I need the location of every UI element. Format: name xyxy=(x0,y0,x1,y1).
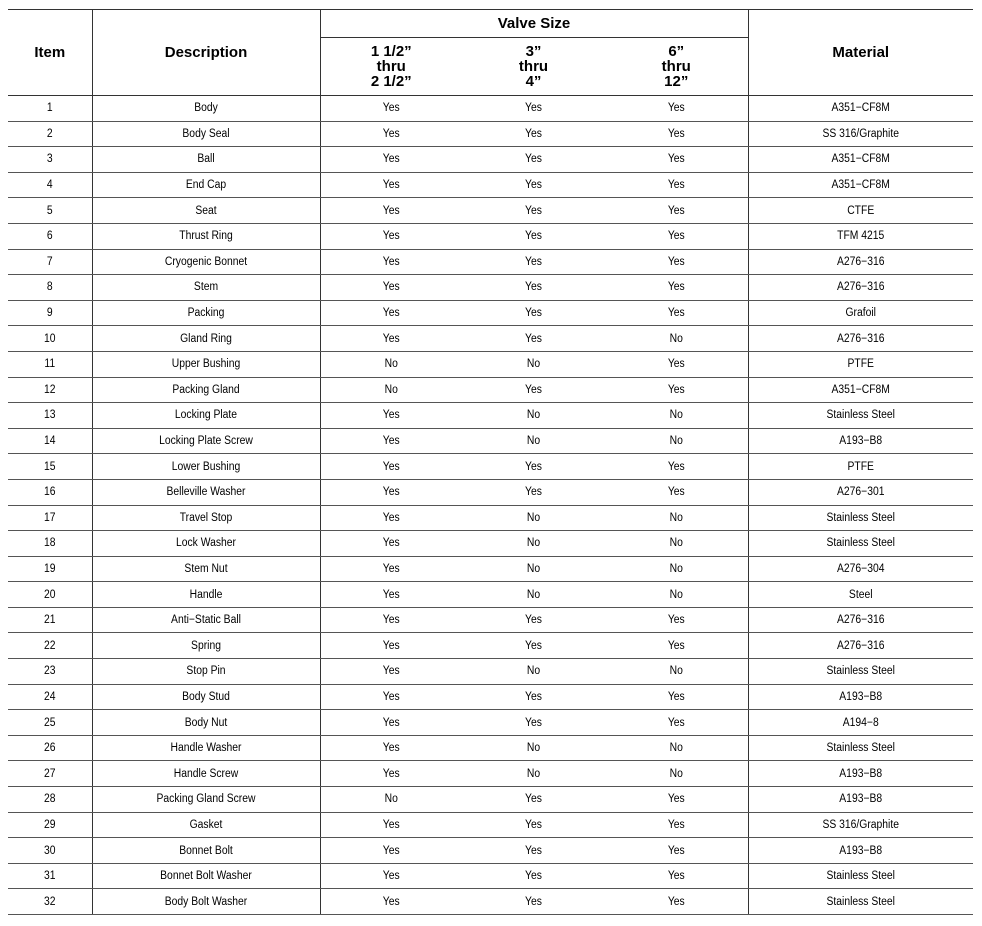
material-cell: Steel xyxy=(759,582,962,608)
size-2-cell: No xyxy=(469,735,598,761)
description-cell: Locking Plate xyxy=(103,403,308,429)
table-row xyxy=(8,735,973,761)
size-1-cell: Yes xyxy=(327,735,455,761)
size-1-cell: Yes xyxy=(327,96,455,122)
material-cell: Stainless Steel xyxy=(759,505,962,531)
material-cell: A276−304 xyxy=(759,556,962,582)
size-3-cell: Yes xyxy=(612,121,741,147)
item-cell: 1 xyxy=(12,96,88,122)
size-2-cell: Yes xyxy=(469,172,598,198)
description-cell: Gasket xyxy=(103,812,308,838)
table-row xyxy=(8,223,973,249)
material-cell: A193−B8 xyxy=(759,761,962,787)
table-row xyxy=(8,787,973,813)
description-cell: Stop Pin xyxy=(103,659,308,685)
size-3-cell: Yes xyxy=(612,454,741,480)
item-cell: 10 xyxy=(12,326,88,352)
material-cell: PTFE xyxy=(759,454,962,480)
size-3-cell: No xyxy=(612,428,741,454)
item-cell: 13 xyxy=(12,403,88,429)
table-row xyxy=(8,249,973,275)
size-1-cell: Yes xyxy=(327,428,455,454)
size-2-cell: Yes xyxy=(469,275,598,301)
size-3-cell: Yes xyxy=(612,787,741,813)
size-2-line-2: thru xyxy=(518,58,549,75)
size-3-cell: Yes xyxy=(612,223,741,249)
size-3-cell: No xyxy=(612,531,741,557)
description-cell: Upper Bushing xyxy=(103,351,308,377)
table-row xyxy=(8,121,973,147)
description-header: Description xyxy=(92,10,320,96)
material-cell: Stainless Steel xyxy=(759,863,962,889)
item-cell: 20 xyxy=(12,582,88,608)
table-row xyxy=(8,96,973,122)
material-cell: A276−316 xyxy=(759,607,962,633)
size-1-cell: Yes xyxy=(327,582,455,608)
material-cell: A351−CF8M xyxy=(759,96,962,122)
size-3-cell: Yes xyxy=(612,172,741,198)
size-1-line-1: 1 1/2” xyxy=(370,43,412,60)
size-2-cell: Yes xyxy=(469,812,598,838)
table-row xyxy=(8,172,973,198)
size-2-cell: No xyxy=(469,556,598,582)
size-1-cell: No xyxy=(327,351,455,377)
size-1-cell: Yes xyxy=(327,147,455,173)
item-cell: 9 xyxy=(12,300,88,326)
material-cell: A351−CF8M xyxy=(759,172,962,198)
item-cell: 23 xyxy=(12,659,88,685)
description-cell: End Cap xyxy=(103,172,308,198)
item-cell: 28 xyxy=(12,787,88,813)
size-2-cell: Yes xyxy=(469,454,598,480)
table-row xyxy=(8,454,973,480)
size-2-cell: Yes xyxy=(469,223,598,249)
valve-size-header: Valve Size xyxy=(320,10,748,38)
item-cell: 26 xyxy=(12,735,88,761)
size-2-cell: No xyxy=(469,428,598,454)
size-3-cell: Yes xyxy=(612,812,741,838)
material-header: Material xyxy=(748,10,973,96)
material-cell: A276−316 xyxy=(759,275,962,301)
size-2-line-3: 4” xyxy=(525,73,542,90)
size-1-cell: No xyxy=(327,787,455,813)
material-cell: SS 316/Graphite xyxy=(759,812,962,838)
material-cell: Stainless Steel xyxy=(759,735,962,761)
table-header xyxy=(8,10,973,96)
size-3-line-2: thru xyxy=(661,58,691,75)
size-2-cell: Yes xyxy=(469,96,598,122)
item-cell: 8 xyxy=(12,275,88,301)
size-1-cell: Yes xyxy=(327,479,455,505)
description-cell: Lower Bushing xyxy=(103,454,308,480)
table-body xyxy=(8,96,973,915)
size-3-cell: No xyxy=(612,505,741,531)
table-row xyxy=(8,377,973,403)
table-row xyxy=(8,812,973,838)
size-1-cell: Yes xyxy=(327,454,455,480)
size-2-cell: No xyxy=(469,582,598,608)
size-1-cell: Yes xyxy=(327,223,455,249)
item-cell: 11 xyxy=(12,351,88,377)
table-row xyxy=(8,607,973,633)
size-1-cell: Yes xyxy=(327,710,455,736)
material-cell: A193−B8 xyxy=(759,684,962,710)
item-cell: 32 xyxy=(12,889,88,915)
size-3-cell: Yes xyxy=(612,889,741,915)
size-3-cell: No xyxy=(612,735,741,761)
description-cell: Body Seal xyxy=(103,121,308,147)
description-cell: Thrust Ring xyxy=(103,223,308,249)
size-1-header xyxy=(320,38,462,96)
item-cell: 2 xyxy=(12,121,88,147)
item-cell: 29 xyxy=(12,812,88,838)
table-row xyxy=(8,556,973,582)
table-row xyxy=(8,198,973,224)
table-row xyxy=(8,326,973,352)
description-cell: Seat xyxy=(103,198,308,224)
size-2-cell: No xyxy=(469,403,598,429)
item-cell: 18 xyxy=(12,531,88,557)
material-cell: TFM 4215 xyxy=(759,223,962,249)
material-cell: SS 316/Graphite xyxy=(759,121,962,147)
size-1-cell: No xyxy=(327,377,455,403)
item-cell: 16 xyxy=(12,479,88,505)
material-cell: A351−CF8M xyxy=(759,377,962,403)
item-cell: 27 xyxy=(12,761,88,787)
description-cell: Stem Nut xyxy=(103,556,308,582)
description-cell: Body Bolt Washer xyxy=(103,889,308,915)
size-1-cell: Yes xyxy=(327,838,455,864)
size-1-cell: Yes xyxy=(327,684,455,710)
size-2-cell: Yes xyxy=(469,300,598,326)
material-cell: A193−B8 xyxy=(759,787,962,813)
material-cell: Stainless Steel xyxy=(759,531,962,557)
table-row xyxy=(8,633,973,659)
size-1-line-3: 2 1/2” xyxy=(370,73,412,90)
size-2-cell: No xyxy=(469,351,598,377)
material-cell: PTFE xyxy=(759,351,962,377)
size-3-line-3: 12” xyxy=(664,73,689,90)
size-3-header xyxy=(605,38,748,96)
table-row xyxy=(8,684,973,710)
size-2-cell: No xyxy=(469,531,598,557)
description-cell: Handle Screw xyxy=(103,761,308,787)
size-2-cell: Yes xyxy=(469,863,598,889)
table-row xyxy=(8,863,973,889)
size-1-cell: Yes xyxy=(327,249,455,275)
size-2-cell: Yes xyxy=(469,198,598,224)
size-3-cell: Yes xyxy=(612,607,741,633)
size-1-cell: Yes xyxy=(327,300,455,326)
size-2-cell: Yes xyxy=(469,479,598,505)
size-3-cell: Yes xyxy=(612,633,741,659)
table-row xyxy=(8,403,973,429)
table-row xyxy=(8,889,973,915)
material-cell: A194−8 xyxy=(759,710,962,736)
size-1-cell: Yes xyxy=(327,505,455,531)
material-cell: A276−316 xyxy=(759,249,962,275)
item-cell: 15 xyxy=(12,454,88,480)
item-header: Item xyxy=(8,10,92,96)
size-3-cell: Yes xyxy=(612,838,741,864)
size-2-cell: No xyxy=(469,761,598,787)
size-3-cell: Yes xyxy=(612,300,741,326)
size-1-cell: Yes xyxy=(327,633,455,659)
size-3-cell: Yes xyxy=(612,147,741,173)
size-2-cell: Yes xyxy=(469,147,598,173)
description-cell: Packing Gland Screw xyxy=(103,787,308,813)
material-cell: A351−CF8M xyxy=(759,147,962,173)
size-3-cell: Yes xyxy=(612,351,741,377)
size-2-cell: Yes xyxy=(469,684,598,710)
item-cell: 5 xyxy=(12,198,88,224)
size-3-cell: No xyxy=(612,326,741,352)
description-cell: Bonnet Bolt xyxy=(103,838,308,864)
size-2-cell: Yes xyxy=(469,121,598,147)
table-row xyxy=(8,582,973,608)
description-cell: Gland Ring xyxy=(103,326,308,352)
item-cell: 4 xyxy=(12,172,88,198)
description-cell: Spring xyxy=(103,633,308,659)
size-2-cell: Yes xyxy=(469,326,598,352)
item-cell: 17 xyxy=(12,505,88,531)
material-cell: A193−B8 xyxy=(759,428,962,454)
description-cell: Packing xyxy=(103,300,308,326)
size-1-cell: Yes xyxy=(327,659,455,685)
description-cell: Packing Gland xyxy=(103,377,308,403)
table-row xyxy=(8,505,973,531)
description-cell: Ball xyxy=(103,147,308,173)
size-3-cell: Yes xyxy=(612,479,741,505)
table-row xyxy=(8,531,973,557)
size-2-cell: Yes xyxy=(469,710,598,736)
size-3-cell: Yes xyxy=(612,377,741,403)
item-cell: 30 xyxy=(12,838,88,864)
material-cell: Grafoil xyxy=(759,300,962,326)
size-3-cell: Yes xyxy=(612,96,741,122)
size-3-cell: No xyxy=(612,403,741,429)
item-cell: 19 xyxy=(12,556,88,582)
material-cell: CTFE xyxy=(759,198,962,224)
size-1-cell: Yes xyxy=(327,531,455,557)
size-1-cell: Yes xyxy=(327,556,455,582)
material-cell: A193−B8 xyxy=(759,838,962,864)
size-1-cell: Yes xyxy=(327,121,455,147)
size-2-cell: No xyxy=(469,505,598,531)
item-cell: 25 xyxy=(12,710,88,736)
size-2-line-1: 3” xyxy=(525,43,542,60)
size-2-cell: Yes xyxy=(469,838,598,864)
table-row xyxy=(8,479,973,505)
size-3-cell: No xyxy=(612,582,741,608)
size-1-cell: Yes xyxy=(327,812,455,838)
size-1-cell: Yes xyxy=(327,761,455,787)
description-cell: Stem xyxy=(103,275,308,301)
description-cell: Anti−Static Ball xyxy=(103,607,308,633)
item-cell: 6 xyxy=(12,223,88,249)
description-cell: Handle xyxy=(103,582,308,608)
description-cell: Travel Stop xyxy=(103,505,308,531)
size-3-cell: Yes xyxy=(612,863,741,889)
size-1-cell: Yes xyxy=(327,863,455,889)
size-1-cell: Yes xyxy=(327,607,455,633)
material-cell: Stainless Steel xyxy=(759,889,962,915)
material-cell: Stainless Steel xyxy=(759,403,962,429)
table-row xyxy=(8,710,973,736)
item-cell: 21 xyxy=(12,607,88,633)
item-cell: 24 xyxy=(12,684,88,710)
size-1-cell: Yes xyxy=(327,198,455,224)
material-cell: A276−316 xyxy=(759,633,962,659)
size-2-cell: Yes xyxy=(469,633,598,659)
item-cell: 12 xyxy=(12,377,88,403)
size-3-cell: No xyxy=(612,659,741,685)
material-cell: A276−301 xyxy=(759,479,962,505)
size-2-cell: No xyxy=(469,659,598,685)
description-cell: Body Nut xyxy=(103,710,308,736)
table-row xyxy=(8,761,973,787)
item-cell: 7 xyxy=(12,249,88,275)
size-1-cell: Yes xyxy=(327,403,455,429)
item-cell: 3 xyxy=(12,147,88,173)
size-1-cell: Yes xyxy=(327,275,455,301)
description-cell: Body xyxy=(103,96,308,122)
table-row xyxy=(8,659,973,685)
description-cell: Locking Plate Screw xyxy=(103,428,308,454)
description-cell: Lock Washer xyxy=(103,531,308,557)
table-row xyxy=(8,428,973,454)
size-2-cell: Yes xyxy=(469,607,598,633)
description-cell: Belleville Washer xyxy=(103,479,308,505)
table-row xyxy=(8,275,973,301)
size-2-header xyxy=(462,38,605,96)
size-3-line-1: 6” xyxy=(668,43,685,60)
table-row xyxy=(8,300,973,326)
size-3-cell: No xyxy=(612,761,741,787)
size-1-cell: Yes xyxy=(327,172,455,198)
item-cell: 22 xyxy=(12,633,88,659)
size-2-cell: Yes xyxy=(469,377,598,403)
description-cell: Handle Washer xyxy=(103,735,308,761)
material-cell: A276−316 xyxy=(759,326,962,352)
size-1-cell: Yes xyxy=(327,326,455,352)
table-row xyxy=(8,147,973,173)
size-2-cell: Yes xyxy=(469,249,598,275)
size-3-cell: Yes xyxy=(612,275,741,301)
size-1-cell: Yes xyxy=(327,889,455,915)
item-cell: 31 xyxy=(12,863,88,889)
size-3-cell: Yes xyxy=(612,684,741,710)
parts-table xyxy=(8,9,973,915)
size-3-cell: No xyxy=(612,556,741,582)
table-row xyxy=(8,351,973,377)
size-2-cell: Yes xyxy=(469,889,598,915)
description-cell: Bonnet Bolt Washer xyxy=(103,863,308,889)
description-cell: Cryogenic Bonnet xyxy=(103,249,308,275)
size-1-line-2: thru xyxy=(376,58,406,75)
table-row xyxy=(8,838,973,864)
size-2-cell: Yes xyxy=(469,787,598,813)
description-cell: Body Stud xyxy=(103,684,308,710)
size-3-cell: Yes xyxy=(612,710,741,736)
size-3-cell: Yes xyxy=(612,198,741,224)
item-cell: 14 xyxy=(12,428,88,454)
material-cell: Stainless Steel xyxy=(759,659,962,685)
size-3-cell: Yes xyxy=(612,249,741,275)
